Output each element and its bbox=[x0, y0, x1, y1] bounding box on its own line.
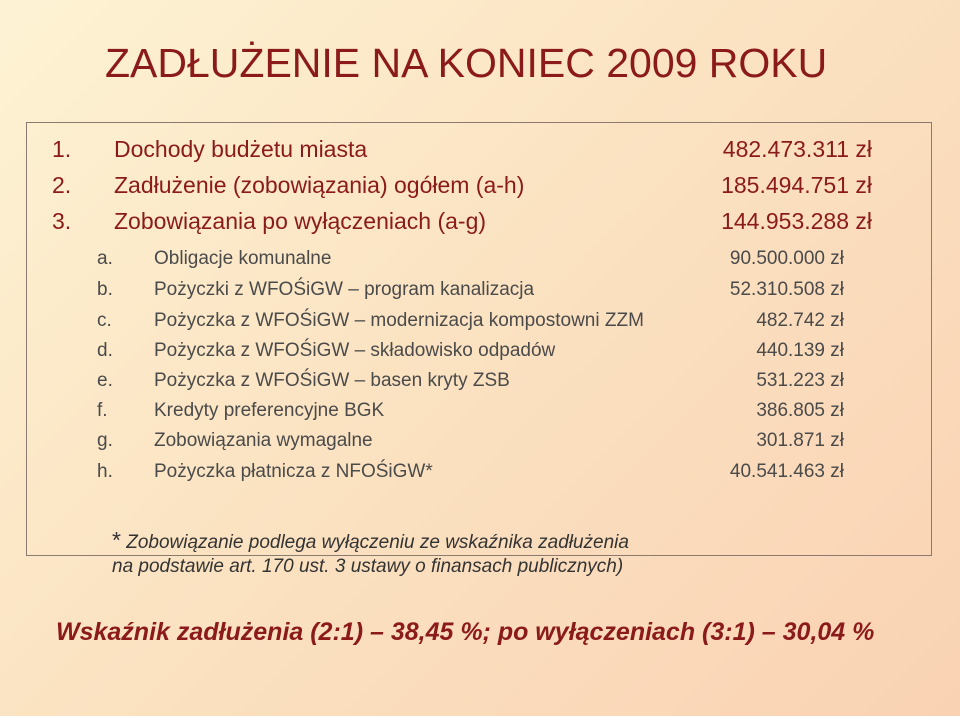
sub-item-amount: 440.139 zł bbox=[756, 340, 844, 361]
footnote-star: * bbox=[112, 527, 121, 553]
sub-item-amount: 52.310.508 zł bbox=[729, 279, 844, 300]
sub-item-letter: g. bbox=[97, 430, 113, 451]
main-item bbox=[52, 172, 882, 204]
sub-item-amount: 386.805 zł bbox=[756, 400, 844, 421]
sub-item-amount: 482.742 zł bbox=[756, 310, 844, 331]
sub-item bbox=[97, 370, 847, 398]
sub-item bbox=[97, 430, 847, 458]
sub-item-letter: e. bbox=[97, 370, 113, 391]
sub-item-letter: h. bbox=[97, 461, 113, 482]
sub-item-label: Pożyczka z WFOŚiGW – modernizacja kompostowni ZZM bbox=[154, 310, 644, 331]
sub-item-amount: 40.541.463 zł bbox=[729, 461, 844, 482]
sub-item bbox=[97, 400, 847, 428]
item-label: Zobowiązania po wyłączeniach (a-g) bbox=[114, 208, 487, 234]
sub-item-label: Obligacje komunalne bbox=[154, 248, 332, 269]
footnote-line-2 bbox=[112, 556, 623, 578]
main-item bbox=[52, 208, 882, 240]
sub-item-letter: c. bbox=[97, 310, 112, 331]
sub-item-letter: a. bbox=[97, 248, 113, 269]
sub-item bbox=[97, 461, 847, 489]
footnote-text-1: Zobowiązanie podlega wyłączeniu ze wskaźnika zadłużenia bbox=[126, 532, 629, 553]
sub-item-label: Zobowiązania wymagalne bbox=[154, 430, 373, 451]
sub-item bbox=[97, 279, 847, 307]
page-title: ZADŁUŻENIE NA KONIEC 2009 ROKU bbox=[105, 40, 828, 86]
sub-item-amount: 301.871 zł bbox=[756, 430, 844, 451]
sub-item-letter: b. bbox=[97, 279, 113, 300]
item-amount: 185.494.751 zł bbox=[721, 172, 872, 198]
debt-ratio-summary: Wskaźnik zadłużenia (2:1) – 38,45 %; po wyłączeniach (3:1) – 30,04 % bbox=[56, 618, 875, 646]
sub-item-letter: f. bbox=[97, 400, 108, 421]
footnote-line-1 bbox=[112, 527, 629, 554]
sub-item-label: Pożyczka z WFOŚiGW – składowisko odpadów bbox=[154, 340, 556, 361]
item-number: 3. bbox=[52, 208, 72, 234]
footnote-text-2: na podstawie art. 170 ust. 3 ustawy o finansach publicznych) bbox=[112, 556, 624, 577]
sub-item bbox=[97, 248, 847, 276]
item-amount: 482.473.311 zł bbox=[722, 136, 872, 162]
sub-item-letter: d. bbox=[97, 340, 113, 361]
sub-item-label: Pożyczka z WFOŚiGW – basen kryty ZSB bbox=[154, 370, 510, 391]
sub-item bbox=[97, 340, 847, 368]
sub-item-label: Pożyczki z WFOŚiGW – program kanalizacja bbox=[154, 279, 535, 300]
sub-item-amount: 90.500.000 zł bbox=[729, 248, 844, 269]
item-number: 1. bbox=[52, 136, 72, 162]
item-number: 2. bbox=[52, 172, 72, 198]
item-label: Dochody budżetu miasta bbox=[114, 136, 368, 162]
sub-item-label: Kredyty preferencyjne BGK bbox=[154, 400, 385, 421]
item-amount: 144.953.288 zł bbox=[721, 208, 872, 234]
sub-item-label: Pożyczka płatnicza z NFOŚiGW* bbox=[154, 461, 433, 482]
sub-item-amount: 531.223 zł bbox=[756, 370, 844, 391]
item-label: Zadłużenie (zobowiązania) ogółem (a-h) bbox=[114, 172, 525, 198]
sub-item bbox=[97, 310, 847, 338]
main-item bbox=[52, 136, 882, 168]
